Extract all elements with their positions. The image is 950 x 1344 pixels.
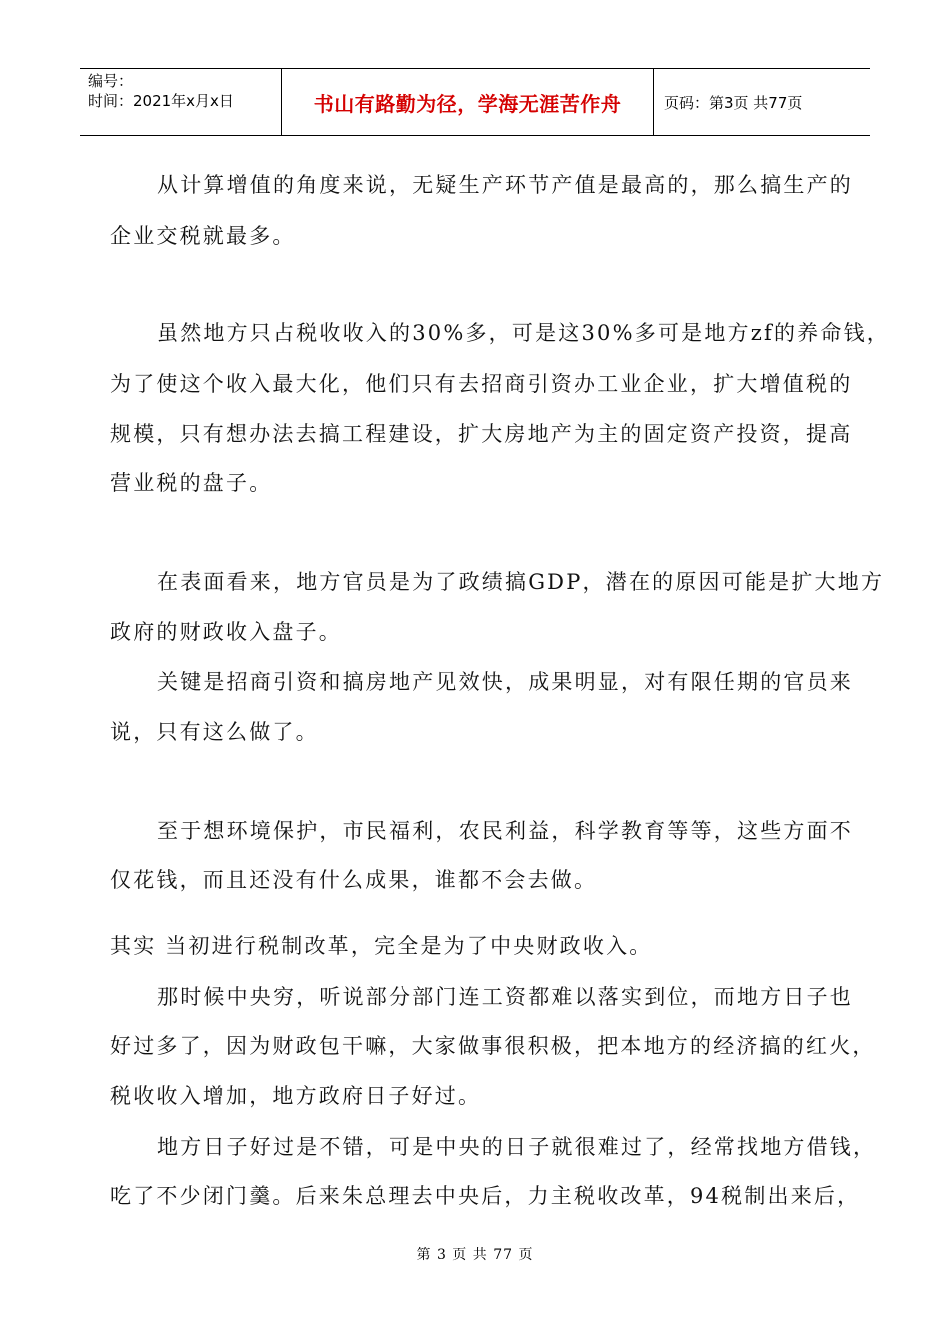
paragraph-line: 仅花钱，而且还没有什么成果，谁都不会去做。 <box>110 868 598 892</box>
paragraph-line: 税收收入增加，地方政府日子好过。 <box>110 1084 482 1108</box>
paragraph-line: 在表面看来，地方官员是为了政绩搞GDP，潜在的原因可能是扩大地方 <box>157 570 885 594</box>
paragraph-line: 虽然地方只占税收收入的30%多，可是这30%多可是地方zf的养命钱， <box>157 321 890 345</box>
paragraph-line: 企业交税就最多。 <box>110 224 296 248</box>
paragraph-line: 从计算增值的角度来说，无疑生产环节产值是最高的，那么搞生产的 <box>157 173 853 197</box>
header-page-info: 页码：第3页 共77页 <box>664 93 803 112</box>
number-label: 编号： <box>88 72 134 90</box>
paragraph-line: 地方日子好过是不错，可是中央的日子就很难过了，经常找地方借钱， <box>157 1135 877 1159</box>
page-footer: 第 3 页 共 77 页 <box>416 1247 534 1263</box>
page-header <box>80 68 870 136</box>
paragraph-line: 规模，只有想办法去搞工程建设，扩大房地产为主的固定资产投资，提高 <box>110 422 853 446</box>
paragraph-line: 那时候中央穷，听说部分部门连工资都难以落实到位，而地方日子也 <box>157 985 853 1009</box>
paragraph-line: 吃了不少闭门羹。后来朱总理去中央后，力主税收改革，94税制出来后， <box>110 1184 861 1208</box>
paragraph-line: 好过多了，因为财政包干嘛，大家做事很积极，把本地方的经济搞的红火， <box>110 1034 876 1058</box>
paragraph-line: 说，只有这么做了。 <box>110 720 319 744</box>
paragraph-line: 营业税的盘子。 <box>110 471 273 495</box>
paragraph-line: 其实 当初进行税制改革，完全是为了中央财政收入。 <box>110 934 653 958</box>
paragraph-line: 为了使这个收入最大化，他们只有去招商引资办工业企业，扩大增值税的 <box>110 372 853 396</box>
paragraph-line: 关键是招商引资和搞房地产见效快，成果明显，对有限任期的官员来 <box>157 670 853 694</box>
paragraph-line: 至于想环境保护，市民福利，农民利益，科学教育等等，这些方面不 <box>157 819 853 843</box>
paragraph-line: 政府的财政收入盘子。 <box>110 620 342 644</box>
header-motto: 书山有路勤为径，学海无涯苦作舟 <box>282 69 654 135</box>
date-label: 时间：2021年x月x日 <box>88 92 234 110</box>
header-meta <box>80 69 282 135</box>
